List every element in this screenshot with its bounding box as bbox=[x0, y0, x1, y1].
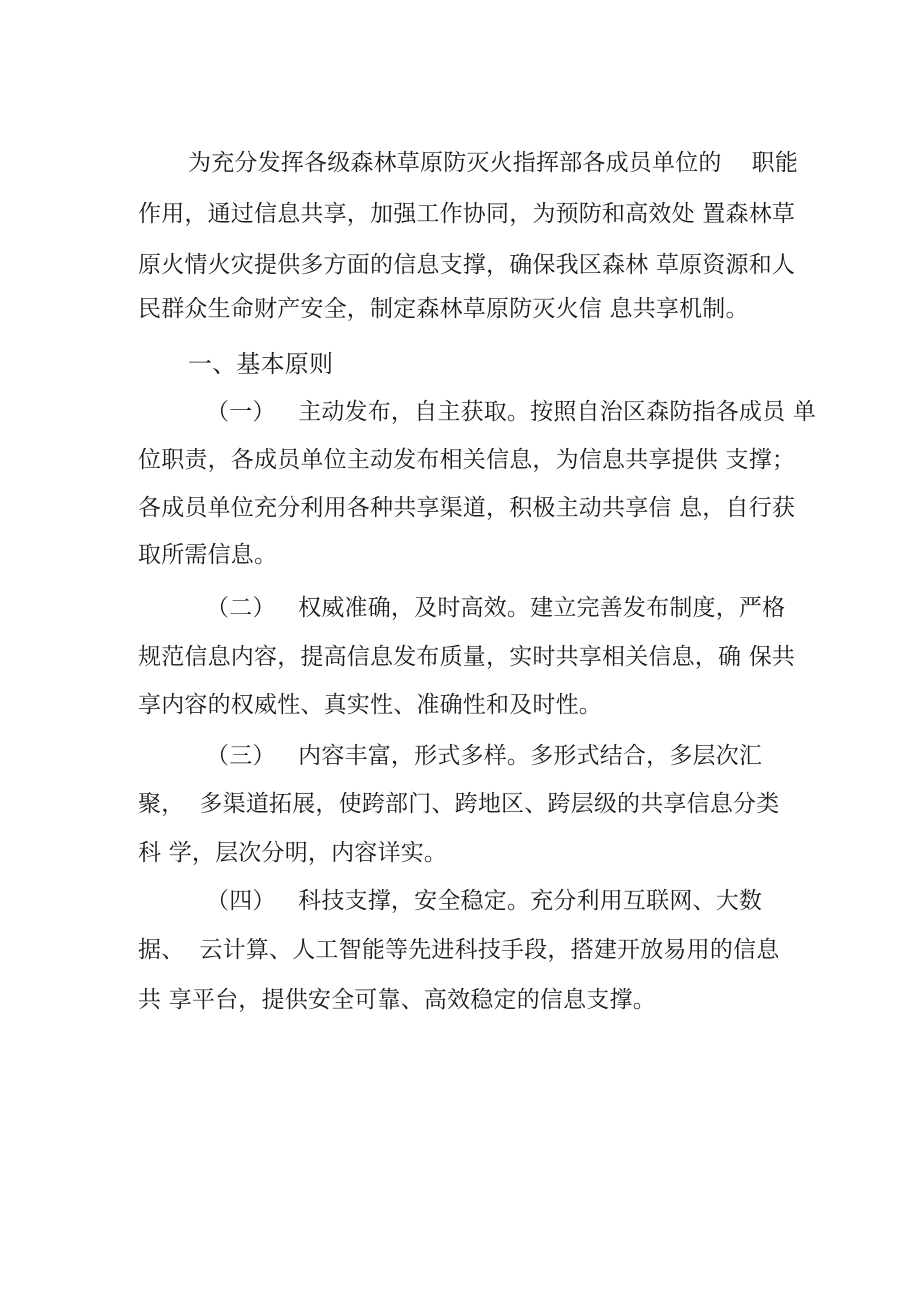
principle-line: （四） 科技支撑，安全稳定。充分利用互联网、大数 bbox=[206, 888, 763, 914]
principle-line: （二） 权威准确，及时高效。建立完善发布制度，严格 bbox=[206, 595, 786, 621]
principle-line: 规范信息内容，提高信息发布质量，实时共享相关信息，确 保共 bbox=[138, 644, 796, 670]
principle-line: （三） 内容丰富，形式多样。多形式结合，多层次汇 bbox=[206, 743, 763, 769]
intro-line: 作用，通过信息共享，加强工作协同，为预防和高效处 置森林草 bbox=[138, 201, 796, 227]
principle-line: 取所需信息。 bbox=[138, 542, 278, 568]
principle-line: 据、 云计算、人工智能等先进科技手段，搭建开放易用的信息 bbox=[138, 937, 780, 963]
section-heading: 一、基本原则 bbox=[188, 350, 334, 378]
principle-line: 聚， 多渠道拓展，使跨部门、跨地区、跨层级的共享信息分类 bbox=[138, 791, 780, 817]
principle-line: 各成员单位充分利用各种共享渠道，积极主动共享信 息，自行获 bbox=[138, 495, 796, 521]
intro-line: 为充分发挥各级森林草原防灭火指挥部各成员单位的 职能 bbox=[188, 150, 799, 176]
principle-line: 享内容的权威性、真实性、准确性和及时性。 bbox=[138, 692, 602, 718]
principle-line: 共 享平台，提供安全可靠、高效稳定的信息支撑。 bbox=[138, 987, 656, 1013]
intro-line: 原火情火灾提供多方面的信息支撑，确保我区森林 草原资源和人 bbox=[138, 252, 796, 278]
principle-line: （一） 主动发布，自主获取。按照自治区森防指各成员 单 bbox=[206, 399, 817, 425]
intro-line: 民群众生命财产安全，制定森林草原防灭火信 息共享机制。 bbox=[138, 296, 749, 322]
principle-line: 科 学，层次分明，内容详实。 bbox=[138, 840, 448, 866]
principle-line: 位职责，各成员单位主动发布相关信息，为信息共享提供 支撑； bbox=[138, 447, 796, 473]
